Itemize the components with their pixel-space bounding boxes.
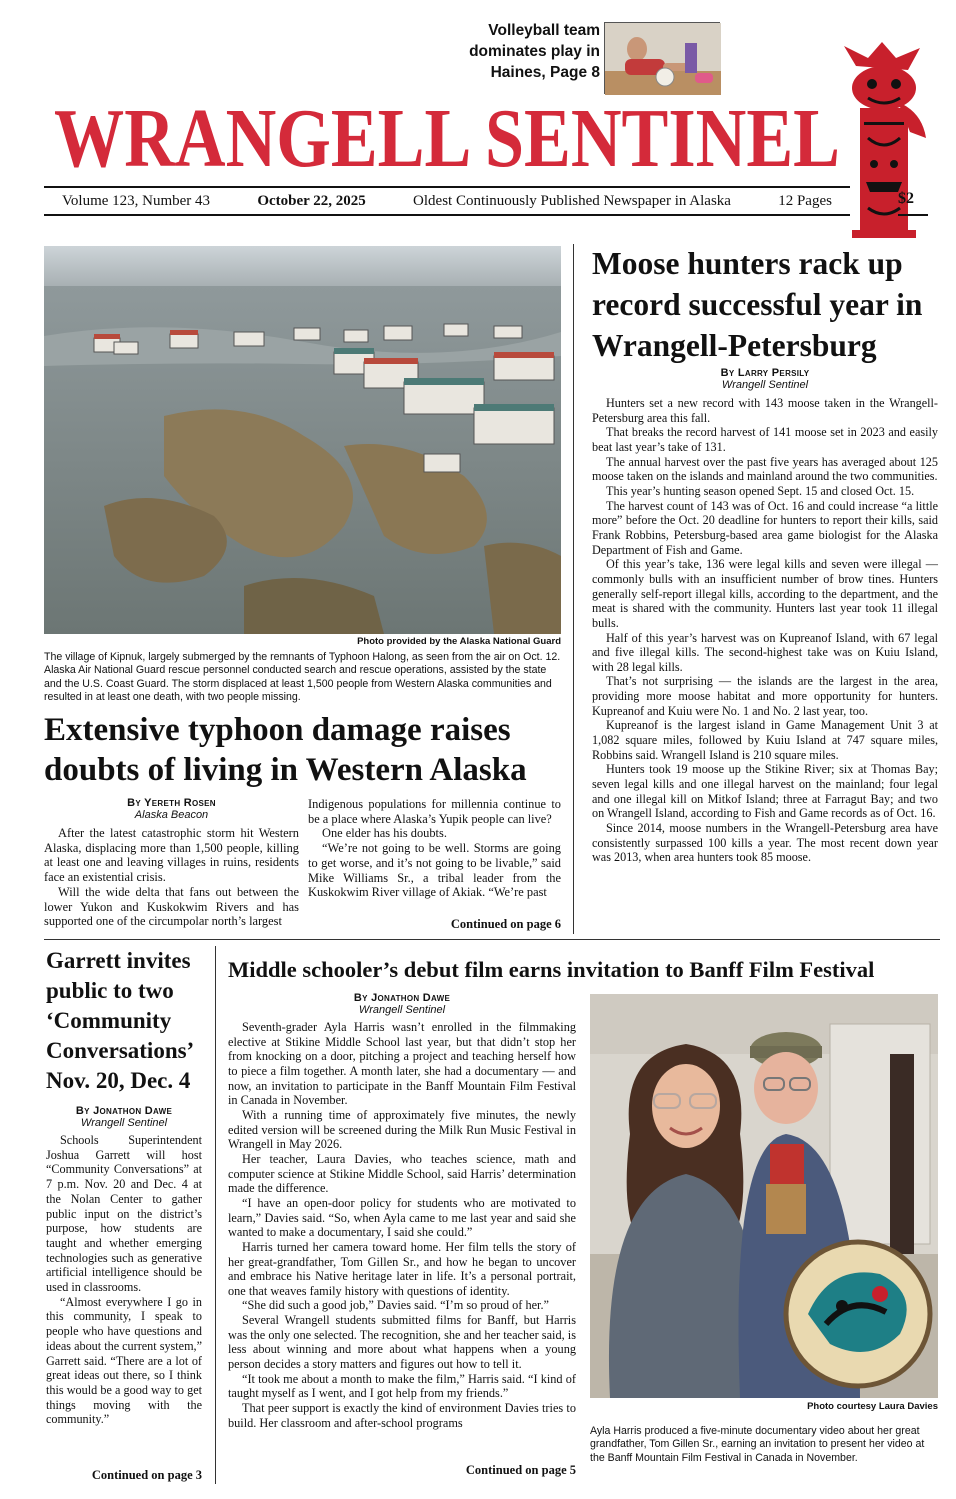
volleyball-photo[interactable] — [604, 22, 720, 94]
page-count: 12 Pages — [778, 192, 832, 209]
typhoon-headline[interactable]: Extensive typhoon damage raises doubts of living in Western Alaska — [44, 712, 527, 788]
typhoon-paragraph: “We’re not going to be well. Storms are going to get worse, and it’s not going to be livable,” said Mike Williams Sr., a tribal leader from the Kuskokwim River village of Akiak. “We’re past — [308, 841, 561, 900]
garrett-body — [46, 1133, 202, 1427]
film-photo-caption: Ayla Harris produced a five-minute documentary video about her great grandfather, Tom Gillen Sr., earning an invitation to present her video at the Banff Mountain Film Festival in Canada in November. — [590, 1425, 925, 1464]
garrett-byline-org: Wrangell Sentinel — [80, 1117, 168, 1129]
newspaper-flag — [52, 92, 842, 185]
garrett-continued[interactable]: Continued on page 3 — [91, 1468, 202, 1482]
typhoon-paragraph: After the latest catastrophic storm hit Western Alaska, displacing more than 1,500 people, killing at least one and leaving villages in ruins, residents face an existential crisis. — [44, 826, 299, 885]
garrett-paragraph: Schools Superintendent Joshua Garrett will host “Community Conversations” at 7 p.m. Nov. 20 and Dec. 4 at the Nolan Center to gather public input on the district’s purpose, how students are taught and whether emerging technologies such as generative artificial intelligence should be used in classrooms. — [46, 1133, 202, 1295]
film-byline: By Jonathon Dawe — [353, 992, 451, 1004]
paper-tagline: Oldest Continuously Published Newspaper in Alaska — [413, 192, 731, 209]
moose-paragraph: The harvest count of 143 was of Oct. 16 and could increase “a little more” before the Oct. 20 deadline for hunters to report their kills, said Frank Robbins, Petersburg-based area game biologist for the Alaska Department of Fish and Game. — [592, 498, 938, 557]
film-paragraph: “It took me about a month to make the film,” Harris said. “I kind of taught myself as I went, and I got help from my friends.” — [228, 1371, 576, 1401]
typhoon-continued[interactable]: Continued on page 6 — [450, 917, 561, 931]
typhoon-byline-org: Alaska Beacon — [134, 809, 209, 821]
film-paragraph: Several Wrangell students submitted films for Banff, but Harris was the only one selected. The recognition, she and her teacher said, is less about winning and more about what happens when a young person decides a story matters and figures out how to tell it. — [228, 1313, 576, 1372]
typhoon-byline-block — [44, 797, 299, 821]
film-byline-block — [228, 992, 576, 1016]
film-continued[interactable]: Continued on page 5 — [465, 1463, 576, 1477]
moose-paragraph: Since 2014, moose numbers in the Wrangell-Petersburg area have consistently surpassed 100 kills a year. The most recent down year was 2013, when area hunters took 85 moose. — [592, 821, 938, 865]
film-body — [228, 1020, 576, 1430]
garrett-byline: By Jonathon Dawe — [75, 1105, 173, 1117]
price-rule — [898, 214, 928, 216]
moose-headline[interactable]: Moose hunters rack up record successful year in Wrangell-Petersburg — [592, 246, 923, 363]
sports-teaser[interactable]: Volleyball team dominates play in Haines, Page 8 — [469, 22, 600, 81]
typhoon-body-col1 — [44, 826, 299, 929]
issue-date: October 22, 2025 — [257, 192, 366, 209]
typhoon-photo[interactable] — [44, 246, 561, 634]
typhoon-paragraph: One elder has his doubts. — [322, 826, 447, 841]
film-headline[interactable]: Middle schooler’s debut film earns invitation to Banff Film Festival — [228, 957, 875, 982]
film-paragraph: “I have an open-door policy for students who are motivated to learn,” Davies said. “So, when Ayla came to me last year and said she wanted to make a documentary, I said she could.” — [228, 1195, 576, 1240]
moose-byline-block — [592, 367, 938, 391]
moose-paragraph: This year’s hunting season opened Sept. 15 and closed Oct. 15. — [606, 483, 915, 498]
typhoon-paragraph: Will the wide delta that fans out between the lower Yukon and Kuskokwim Rivers and has supported one of the circumpolar north’s largest — [44, 884, 299, 929]
price: $2 — [898, 190, 914, 207]
moose-byline-org: Wrangell Sentinel — [721, 379, 809, 391]
film-paragraph: With a running time of approximately five minutes, the newly edited version will be screened during the Milk Run Music Festival in Wrangell in May 2026. — [228, 1107, 576, 1152]
moose-paragraph: The annual harvest over the past five years has averaged about 125 moose taken on the islands and mainland around the two communities. — [592, 454, 938, 484]
moose-body — [592, 396, 938, 865]
film-paragraph: That peer support is exactly the kind of environment Davies tries to build. Her classroom and after-school programs — [228, 1401, 576, 1430]
typhoon-photo-credit: Photo provided by the Alaska National Guard — [357, 636, 561, 647]
section-rule — [44, 939, 940, 940]
film-paragraph: Harris turned her camera toward home. Her film tells the story of her great-grandfather, Tom Gillen Sr., and how he began to uncover and embrace his Native heritage later in life. It’s a personal portrait, one that weaves family history with questions of identity. — [228, 1239, 576, 1298]
moose-paragraph: Hunters took 19 moose up the Stikine River; six at Thomas Bay; seven legal kills and one illegal harvest on the mainland; four legal and one illegal kill on Mitkof Island; three at Farragut Bay; and two on Wrangell Island, according to Fish and Game records as of Oct. 16. — [592, 762, 938, 821]
garrett-byline-block — [46, 1105, 202, 1129]
garrett-paragraph: “Almost everywhere I go in this community, I speak to people who have questions and ideas about the current system,” Garrett said. “There are a lot of great ideas out there, so I think this would be a good way to get things moving with the community.” — [46, 1294, 203, 1427]
moose-paragraph: Half of this year’s harvest was on Kupreanof Island, with 67 legal and five illegal kills. The second-highest take was on Kuiu Island, with 28 legal kills. — [592, 630, 938, 674]
moose-byline: By Larry Persily — [720, 367, 810, 379]
dateline-bar — [44, 186, 850, 216]
moose-paragraph: That breaks the record harvest of 141 moose set in 2023 and easily beat last year’s take of 131. — [592, 425, 938, 454]
moose-paragraph: Of this year’s take, 136 were legal kills and seven were illegal — commonly bulls with an insufficient number of brow tines. Hunters generally self-report illegal kills, according to the department, and the meat is shared with the community. Hunters last year took 11 illegal bulls. — [592, 557, 938, 630]
flag-title: WRANGELL SENTINEL — [54, 92, 840, 185]
film-paragraph: “She did such a good job,” Davies said. “I’m so proud of her.” — [242, 1298, 550, 1313]
typhoon-body-col2 — [308, 797, 561, 900]
column-rule — [215, 946, 216, 1484]
film-paragraph: Seventh-grader Ayla Harris wasn’t enrolled in the filmmaking elective at Stikine Middle School last year, but that didn’t stop her from knocking on a door, pitching a project and teaching herself how to piece a film together. A month later, she had a documentary — and now, an invitation to participate in the Banff Mountain Film Festival in Canada in November. — [228, 1020, 576, 1108]
typhoon-photo-caption: The village of Kipnuk, largely submerged by the remnants of Typhoon Halong, as seen from the air on Oct. 12. Alaska Air National Guard rescue personnel conducted search and rescue operations, assisted by the state and the U.S. Coast Guard. The storm displaced at least 1,500 people from Western Alaska communities and resulted in at least one death, with two people missing. — [44, 651, 561, 704]
moose-paragraph: That’s not surprising — the islands are the largest in the area, providing more moose habitat and more opportunity for hunters. Kupreanof and Kuiu were No. 1 and No. 2 last year, too. — [592, 674, 938, 718]
typhoon-paragraph: Indigenous populations for millennia continue to be a place where Alaska’s Yupik people can live? — [308, 797, 561, 826]
typhoon-byline: By Yereth Rosen — [127, 797, 216, 809]
film-photo-credit: Photo courtesy Laura Davies — [807, 1401, 938, 1412]
volume-number: Volume 123, Number 43 — [62, 192, 211, 209]
column-rule — [573, 244, 574, 934]
film-photo[interactable] — [590, 994, 938, 1398]
garrett-headline[interactable]: Garrett invites public to two ‘Community Conversations’ Nov. 20, Dec. 4 — [46, 948, 193, 1093]
totem-pole-logo — [838, 42, 930, 238]
moose-paragraph: Kupreanof is the largest island in Game Management Unit 3 at 1,082 square miles, followed by Kuiu Island at 747 square miles, Robbins said. Wrangell Island is 210 square miles. — [592, 718, 938, 762]
film-paragraph: Her teacher, Laura Davies, who teaches science, math and computer science at Stikine Middle School, said Harris’ determination made the difference. — [228, 1151, 576, 1196]
moose-paragraph: Hunters set a new record with 143 moose taken in the Wrangell-Petersburg area this fall. — [592, 396, 938, 425]
film-byline-org: Wrangell Sentinel — [358, 1004, 446, 1016]
